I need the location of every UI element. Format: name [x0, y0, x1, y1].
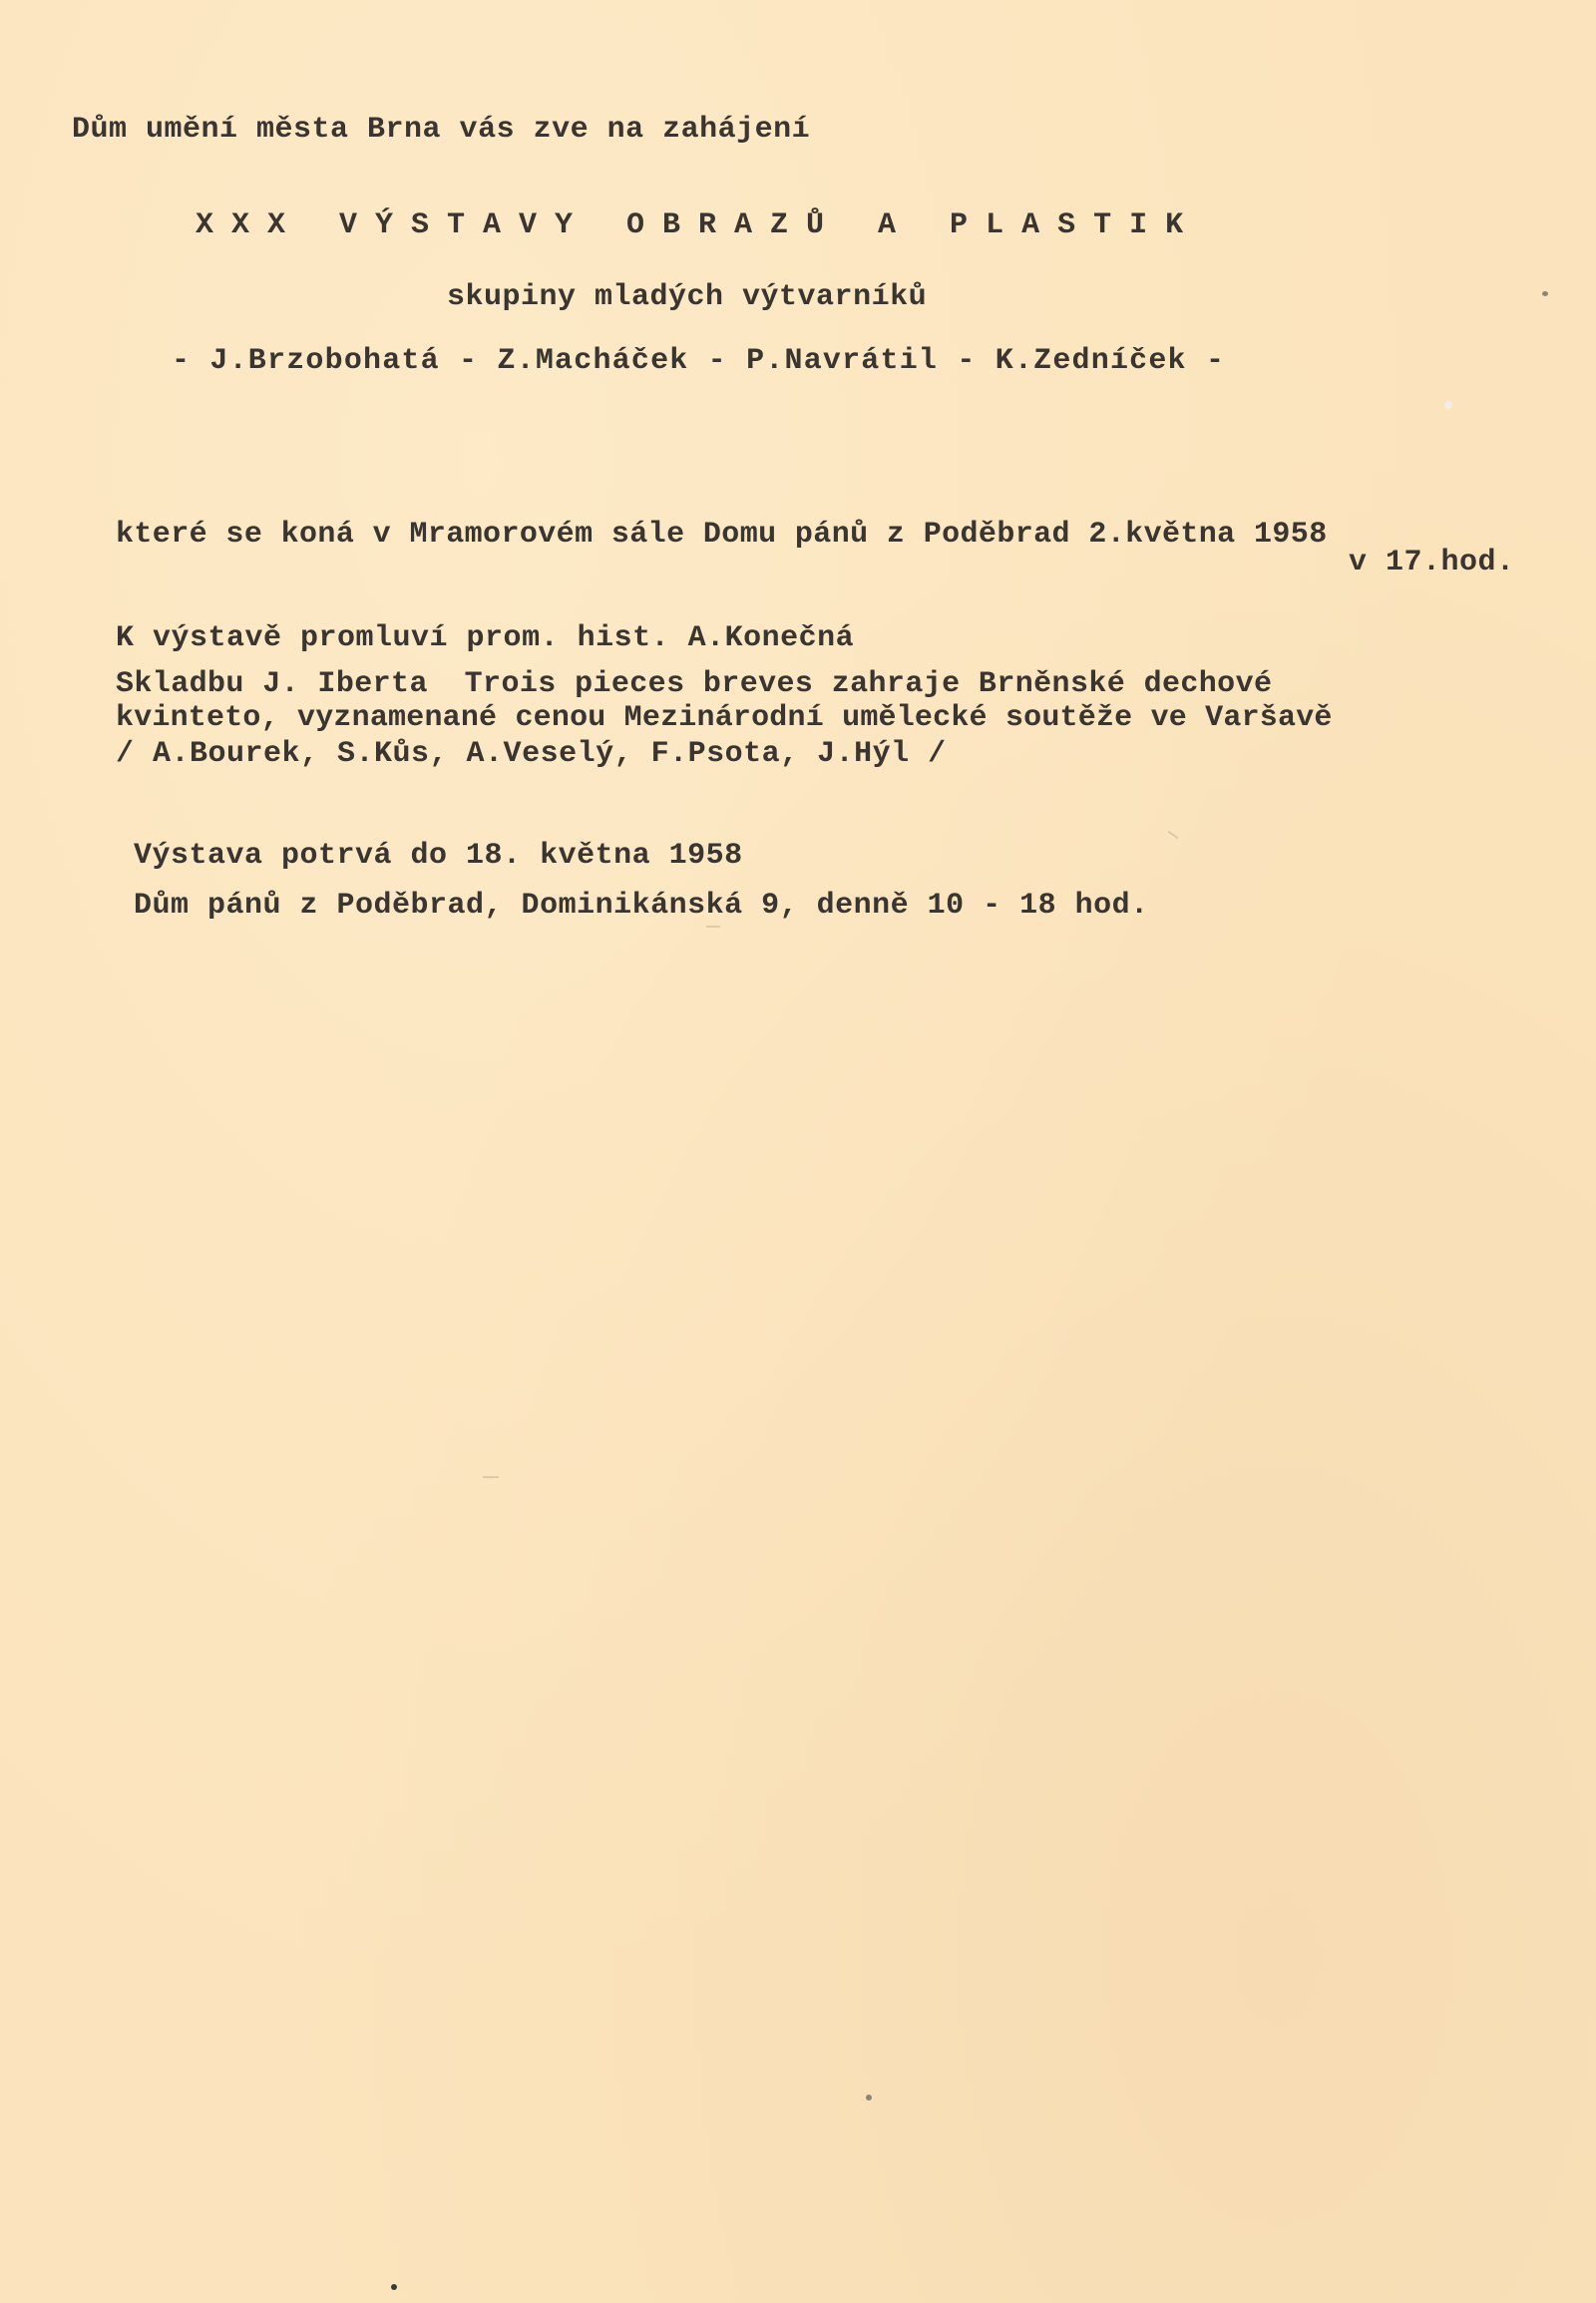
paper-speck: [391, 2284, 397, 2290]
musicians-line: / A.Bourek, S.Kůs, A.Veselý, F.Psota, J.Hýl /: [116, 737, 947, 771]
paper-speck: [1444, 401, 1452, 409]
invitation-opening: Dům umění města Brna vás zve na zahájení: [72, 113, 811, 147]
paper-speck: [866, 2095, 872, 2101]
paper-scratch: [706, 926, 720, 928]
exhibition-title: XXX VÝSTAVY OBRAZŮ A PLASTIK: [196, 208, 1202, 242]
duration-line: Výstava potrvá do 18. května 1958: [134, 839, 743, 873]
speaker-line: K výstavě promluví prom. hist. A.Konečná: [116, 621, 855, 655]
music-line-1: Skladbu J. Iberta Trois pieces breves zahraje Brněnské dechové: [116, 667, 1273, 701]
paper-scratch: [483, 1476, 499, 1478]
venue-time-line: v 17.hod.: [1349, 546, 1515, 579]
paper-speck: [1542, 291, 1548, 296]
paper-scratch: [1168, 831, 1179, 840]
address-hours-line: Dům pánů z Poděbrad, Dominikánská 9, denně 10 - 18 hod.: [134, 889, 1149, 923]
artists-list: - J.Brzobohatá - Z.Macháček - P.Navrátil - K.Zedníček -: [172, 344, 1226, 378]
group-subtitle: skupiny mladých výtvarníků: [447, 280, 928, 314]
music-line-2: kvinteto, vyznamenané cenou Mezinárodní umělecké soutěže ve Varšavě: [116, 701, 1333, 735]
venue-date-line: které se koná v Mramorovém sále Domu pánů z Poděbrad 2.května 1958: [116, 518, 1328, 552]
